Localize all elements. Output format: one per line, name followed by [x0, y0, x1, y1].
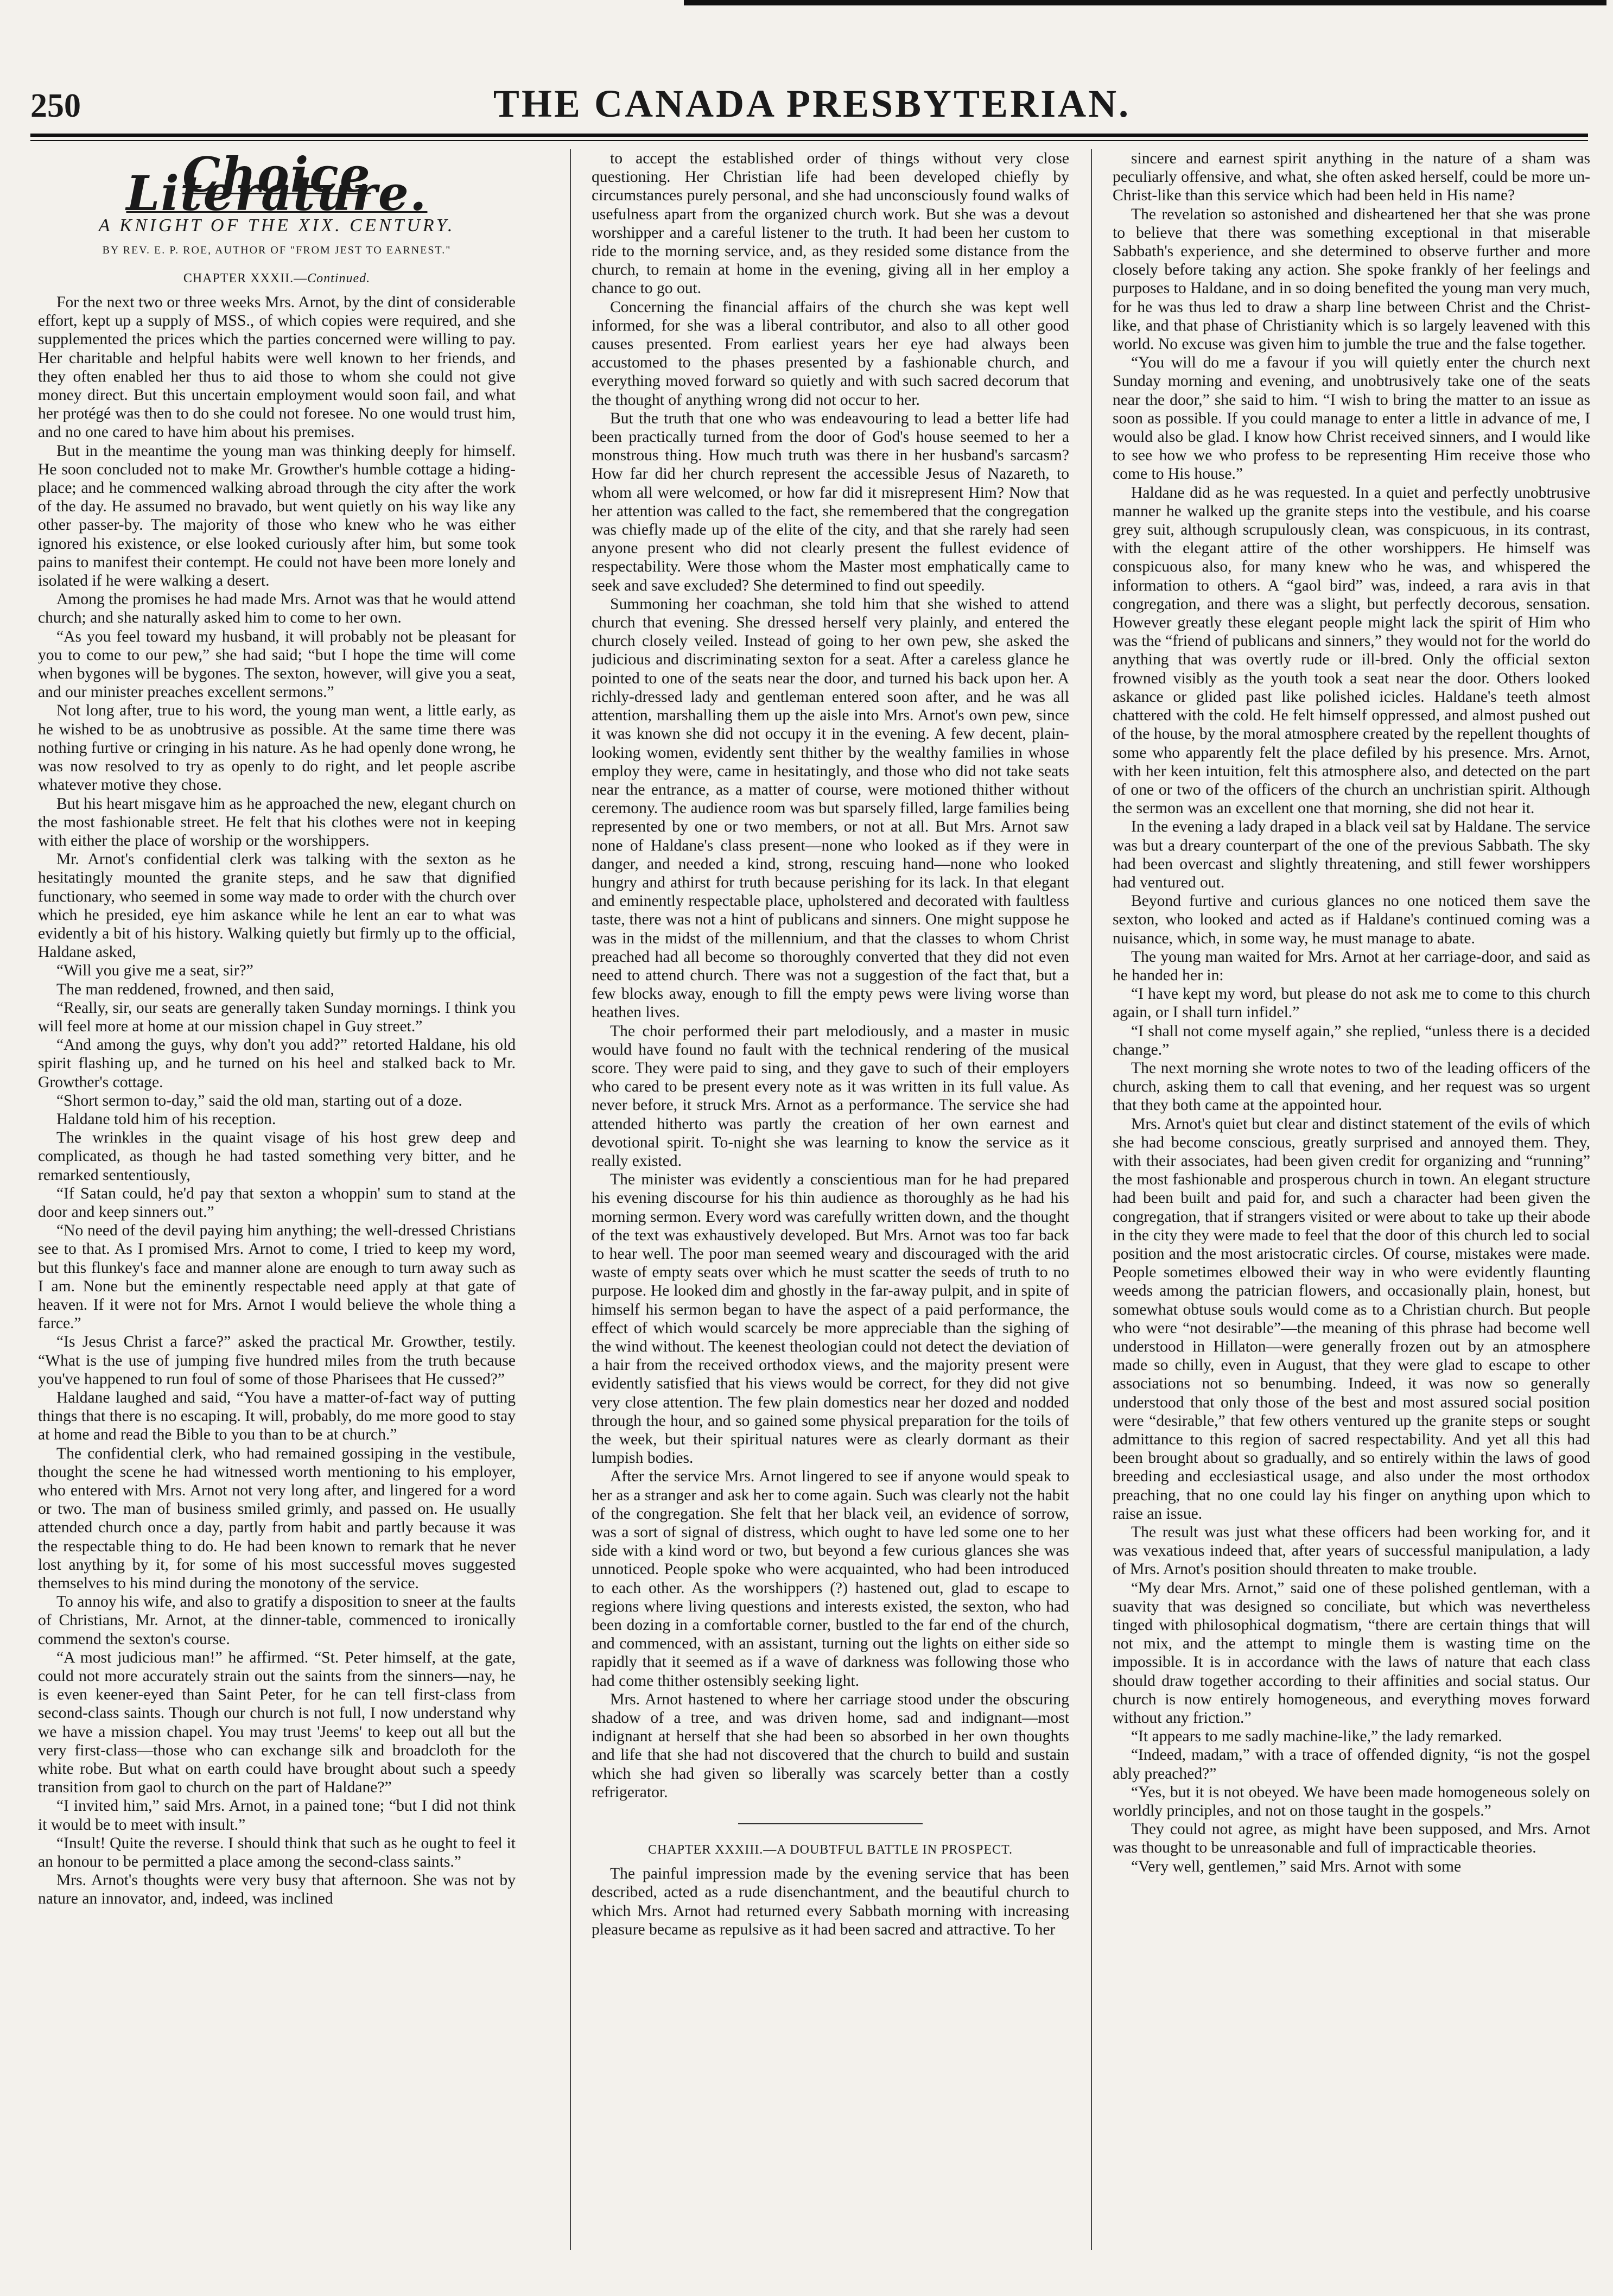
story-title: A KNIGHT OF THE XIX. CENTURY.	[98, 215, 455, 236]
chapter-divider	[738, 1823, 923, 1824]
column-3-text	[1113, 149, 1590, 1876]
paragraph: “A most judicious man!” he affirmed. “St. Peter himself, at the gate, could not more accurately strain out the saints from the sinners—nay, he is even keener-eyed than Saint Peter, for he can tell first-class from second-class saints. Though our church is not full, I now understand why we have a mission chapel. You may trust 'Jeems' to keep out all but the very first-class—those who can exchange silk and broadcloth for the white robe. But what on earth could have brought about such a speedy transition from gaol to church on the part of Haldane?”	[38, 1648, 516, 1797]
paragraph: Concerning the financial affairs of the church she was kept well informed, for she was a liberal contributor, and also to all other good causes presented. From earliest years her eye had always been accustomed to the phases presented by a fashionable church, and everything moved forward so quietly and with such sacred decorum that the thought of anything wrong did not occur to her.	[592, 298, 1069, 409]
paragraph: Mr. Arnot's confidential clerk was talking with the sexton as he hesitatingly mounted the granite steps, and he saw that dignified functionary, who seemed in some way made to order with the church over which he presided, eye him askance while he lent an ear to what was evidently a bit of his history. Walking quietly but firmly up to the official, Haldane asked,	[38, 851, 516, 961]
paragraph: The next morning she wrote notes to two of the leading officers of the church, asking them to call that evening, and her request was so urgent that they both came at the appointed hour.	[1113, 1059, 1590, 1114]
paragraph: After the service Mrs. Arnot lingered to see if anyone would speak to her as a stranger and ask her to come again. Such was clearly not the habit of the congregation. She felt that her black veil, an evidence of sorrow, was a sort of signal of distress, which ought to have led some one to her side with a kind word or two, but beyond a few curious glances she was unnoticed. People spoke who were acquainted, who had been introduced to each other. As the worshippers (?) hastened out, glad to escape to regions where living questions and interests existed, the sexton, who had been dozing in a comfortable corner, bustled to the far end of the church, and commenced, with an assistant, turning out the lights on either side so rapidly that it seemed as if a wave of darkness was following those who had come thither ostensibly seeking light.	[592, 1468, 1069, 1690]
paragraph: “And among the guys, why don't you add?” retorted Haldane, his old spirit flashing up, and he turned on his heel and stalked back to Mr. Growther's cottage.	[38, 1036, 516, 1091]
paragraph: “Really, sir, our seats are generally taken Sunday mornings. I think you will feel more at home at our mission chapel in Guy street.”	[38, 999, 516, 1035]
header-rule-thin	[30, 140, 1588, 141]
paragraph: The revelation so astonished and disheartened her that she was prone to believe that there was something exceptional in that miserable Sabbath's experience, and she determined to observe further and more closely before taking any action. She spoke frankly of her feelings and purposes to Haldane, and in so doing benefited the young man very much, for he was thus led to draw a sharp line between Christ and the Christ-like, and that phase of Christianity which is so largely leavened with this world. No excuse was given him to jumble the true and the false together.	[1113, 205, 1590, 353]
header-rule-thick	[30, 134, 1588, 137]
paragraph: The choir performed their part melodiously, and a master in music would have found no fault with the technical rendering of the musical score. They were paid to sing, and they gave to such of their employers who cared to be present every note as it was written in its full value. As never before, it struck Mrs. Arnot as a performance. The service she had attended hitherto was partly the creation of her own earnest and devotional spirit. To-night she was learning to know the service as it really existed.	[592, 1022, 1069, 1170]
paragraph: “Is Jesus Christ a farce?” asked the practical Mr. Growther, testily. “What is the use of jumping five hundred miles from the truth because you've happened to run foul of some of those Pharisees that He cussed?”	[38, 1333, 516, 1388]
chapter-number: CHAPTER XXXII.—	[183, 271, 308, 286]
paragraph: The confidential clerk, who had remained gossiping in the vestibule, thought the scene he had witnessed worth mentioning to his employer, who entered with Mrs. Arnot not very long after, and lingered for a word or two. The man of business smiled grimly, and passed on. He usually attended church once a day, partly from habit and partly because it was the respectable thing to do. He had been known to remark that he never lost anything by it, for some of his most successful moves suggested themselves to his mind during the monotony of the service.	[38, 1444, 516, 1593]
paragraph: “I have kept my word, but please do not ask me to come to this church again, or I shall turn infidel.”	[1113, 985, 1590, 1022]
paragraph: But in the meantime the young man was thinking deeply for himself. He soon concluded not to make Mr. Growther's humble cottage a hiding-place; and he commenced walking abroad through the city after the work of the day. He assumed no bravado, but went quietly on his way like any other passer-by. The majority of those who knew who he was either ignored his existence, or else looked curiously after him, but some took pains to manifest their contempt. He could not have been more lonely and isolated if he were walking a desert.	[38, 442, 516, 590]
paragraph: “If Satan could, he'd pay that sexton a whoppin' sum to stand at the door and keep sinners out.”	[38, 1184, 516, 1221]
paragraph: The minister was evidently a conscientious man for he had prepared his evening discourse for his thin audience as thoroughly as he had his morning sermon. Every word was carefully written down, and the thought of the text was exhaustively developed. But Mrs. Arnot was too far back to hear well. The poor man seemed weary and discouraged with the arid waste of empty seats over which he must scatter the seeds of truth to no purpose. He looked dim and ghostly in the far-away pulpit, and in spite of himself his sermon began to have the aspect of a paid performance, the effect of which would scarcely be more appreciable than the sighing of the wind without. The keenest theologian could not detect the deviation of a hair from the received orthodox views, and the majority present were evidently satisfied that his views would be correct, for they did not give very close attention. The few plain domestics near her dozed and nodded through the hour, and so gained some physical preparation for the toils of the week, but their spiritual natures were as clearly dormant as their lumpish bodies.	[592, 1171, 1069, 1467]
paragraph: For the next two or three weeks Mrs. Arnot, by the dint of considerable effort, kept up a supply of MSS., of which copies were required, and she supplemented the prices which the parties concerned were willing to pay. Her charitable and helpful habits were well known to her friends, and they often enabled her thus to aid those to whom she could not give money direct. But this uncertain employment would soon fail, and what her protégé was then to do she could not foresee. No one would trust him, and no one cared to have him about his premises.	[38, 294, 516, 441]
paragraph: “As you feel toward my husband, it will probably not be pleasant for you to come to our pew,” she had said; “but I hope the time will come when bygones will be bygones. The sexton, however, will give you a seat, and our minister preaches excellent sermons.”	[38, 627, 516, 701]
running-header	[30, 81, 1593, 136]
paragraph: Among the promises he had made Mrs. Arnot was that he would attend church; and she naturally asked him to come to her own.	[38, 591, 516, 627]
paragraph: to accept the established order of things without very close questioning. Her Christian life had been developed chiefly by circumstances purely personal, and she had unconsciously found walks of usefulness apart from the organized church work. But she was a devout worshipper and a careful listener to the truth. It had been her custom to ride to the morning service, and, as they resided some distance from the church, to remain at home in the evening, giving all in her employ a chance to go out.	[592, 150, 1069, 297]
paragraph: The young man waited for Mrs. Arnot at her carriage-door, and said as he handed her in:	[1113, 948, 1590, 984]
paragraph: They could not agree, as might have been supposed, and Mrs. Arnot was thought to be unreasonable and full of impracticable theories.	[1113, 1821, 1590, 1857]
paragraph: Summoning her coachman, she told him that she wished to attend church that evening. She dressed herself very plainly, and entered the church closely veiled. Instead of going to her own pew, she asked the judicious and discriminating sexton for a seat. After a careless glance he pointed to one of the seats near the door, and turned his back upon her. A richly-dressed lady and gentleman entered soon after, and he was all attention, marshalling them up the aisle into Mrs. Arnot's own pew, since it was known she did not occupy it in the evening. A few decent, plain-looking women, evidently sent thither by the wealthy families in whose employ they were, came in hesitatingly, and those who did not take seats near the entrance, as a matter of course, were motioned thither without ceremony. The audience room was but sparsely filled, large families being represented by one or two members, or not at all. But Mrs. Arnot saw none of Haldane's class present—none who looked as if they were in danger, and needed a kind, strong, rescuing hand—none who looked hungry and athirst for truth because perishing for its lack. In that elegant and eminently respectable place, upholstered and decorated with faultless taste, there was not a hint of publicans and sinners. One might suppose he was in the midst of the millennium, and that the classes to whom Christ preached had all become so thoroughly converted that they did not even need to attend church. There was not a suggestion of the fact that, but a few blocks away, enough to fill the empty pews were living worse than heathen lives.	[592, 595, 1069, 1022]
scan-edge-bar	[684, 0, 1606, 5]
paragraph: “My dear Mrs. Arnot,” said one of these polished gentleman, with a suavity that was designed so conciliate, but which was nevertheless tinged with philosophical dogmatism, “there are certain things that will not mix, and the attempt to mingle them is wasting time on the impossible. It is in accordance with the laws of nature that each class should draw together according to their affinities and social status. Our church is now entirely homogeneous, and everything moves forward without any friction.”	[1113, 1579, 1590, 1727]
paragraph: “It appears to me sadly machine-like,” the lady remarked.	[1131, 1728, 1502, 1746]
story-byline: BY REV. E. P. ROE, AUTHOR OF "FROM JEST TO EARNEST."	[102, 244, 452, 256]
paragraph: “Short sermon to-day,” said the old man, starting out of a doze.	[56, 1092, 462, 1109]
paragraph: Mrs. Arnot hastened to where her carriage stood under the obscuring shadow of a tree, and was driven home, sad and indignant—most indignant at herself that she had been so absorbed in her own thoughts and life that she had not discovered that the church to build and sustain which she had given so liberally was scarcely better than a costly refrigerator.	[592, 1690, 1069, 1801]
column-2	[592, 149, 1069, 2255]
paragraph: Haldane did as he was requested. In a quiet and perfectly unobtrusive manner he walked up the granite steps into the vestibule, and his coarse grey suit, although scrupulously clean, was conspicuous, in its contrast, with the elegant attire of the other worshippers. He himself was conspicuous also, for many knew who he was, and whispered the information to others. A “gaol bird” was, indeed, a rara avis in that congregation, and there was a slight, but perfectly decorous, sensation. However greatly these elegant people might lack the spirit of Him who was the “friend of publicans and sinners,” they would not for the world do anything that was overtly rude or ill-bred. Only the official sexton frowned visibly as the youth took a seat near the door. Others looked askance or glided past like polished icicles. Haldane's teeth almost chattered with the cold. He felt himself oppressed, and almost pushed out of the house, by the moral atmosphere created by the repellent thoughts of some who apparently felt the place defiled by his presence. Mrs. Arnot, with her keen intuition, felt this atmosphere also, and detected on the part of one or two of the officers of the church an unchristian spirit. Although the sermon was an excellent one that morning, she did not hear it.	[1113, 484, 1590, 817]
paragraph: But his heart misgave him as he approached the new, elegant church on the most fashionable street. He felt that his clothes were not in keeping with either the place of worship or the worshippers.	[38, 795, 516, 849]
paragraph: “Very well, gentlemen,” said Mrs. Arnot with some	[1131, 1857, 1462, 1875]
paragraph: “Indeed, madam,” with a trace of offended dignity, “is not the gospel ably preached?”	[1113, 1746, 1590, 1783]
column-1	[38, 149, 516, 2255]
paragraph: Haldane laughed and said, “You have a matter-of-fact way of putting things that there is no escaping. It will, probably, do me more good to stay at home and read the Bible to you than to be at church.”	[38, 1389, 516, 1444]
paragraph: Beyond furtive and curious glances no one noticed them save the sexton, who looked and acted as if Haldane's continued coming was a nuisance, which, in some way, he must manage to abate.	[1113, 892, 1590, 947]
paragraph: The result was just what these officers had been working for, and it was vexatious indeed that, after years of successful manipulation, a lady of Mrs. Arnot's position should threaten to make trouble.	[1113, 1524, 1590, 1578]
paragraph: Not long after, true to his word, the young man went, a little early, as he wished to be as unobtrusive as possible. At the same time there was nothing furtive or cringing in his nature. As he had openly done wrong, he was now resolved to try as openly to do right, and let people ascribe whatever motive they chose.	[38, 702, 516, 794]
paragraph: But the truth that one who was endeavouring to lead a better life had been practically turned from the door of God's house seemed to her a monstrous thing. How much truth was there in her husband's sarcasm? How far did her church represent the accessible Jesus of Nazareth, to whom all were welcomed, or how far did it misrepresent Him? Now that her attention was called to the fact, she remembered that the congregation was chiefly made up of the elite of the city, and that she rarely had seen anyone present who did not clearly present the fullest evidence of respectability. Were those whom the Master most emphatically came to seek and save excluded? She determined to find out speedily.	[592, 409, 1069, 594]
paragraph: “I shall not come myself again,” she replied, “unless there is a decided change.”	[1113, 1022, 1590, 1058]
chapter-continued: Continued.	[307, 271, 371, 286]
chapter-heading	[38, 269, 516, 288]
paragraph: sincere and earnest spirit anything in the nature of a sham was peculiarly offensive, and what, she often asked herself, could be more un-Christ-like than this service which had been held in His name?	[1113, 150, 1590, 205]
paragraph: “Insult! Quite the reverse. I should think that such as he ought to feel it an honour to be permitted a place among the second-class saints.”	[38, 1834, 516, 1871]
paragraph: “I invited him,” said Mrs. Arnot, in a pained tone; “but I did not think it would be to meet with insult.”	[38, 1797, 516, 1834]
column-1-text	[38, 293, 516, 1908]
paragraph: “Will you give me a seat, sir?”	[56, 962, 253, 980]
paragraph: The man reddened, frowned, and then said,	[56, 980, 334, 998]
paragraph: Mrs. Arnot's thoughts were very busy that afternoon. She was not by nature an innovator, and, indeed, was inclined	[38, 1872, 516, 1908]
chapter-heading: CHAPTER XXXIII.—A DOUBTFUL BATTLE IN PROSPECT.	[647, 1843, 1013, 1857]
paragraph: Haldane told him of his reception.	[56, 1110, 276, 1128]
paragraph: “No need of the devil paying him anything; the well-dressed Christians see to that. As I promised Mrs. Arnot to come, I tried to keep my word, but this flunkey's face and manner alone are enough to turn away such as I am. None but the eminently respectable need apply at that gate of heaven. If it were not for Mrs. Arnot I would believe the whole thing a farce.”	[38, 1222, 516, 1333]
page-number: 250	[30, 87, 81, 124]
paper-title: THE CANADA PRESBYTERIAN.	[493, 82, 1131, 125]
paragraph: In the evening a lady draped in a black veil sat by Haldane. The service was but a dreary counterpart of the one of the previous Sabbath. The sky had been overcast and slightly threatening, and still fewer worshippers had ventured out.	[1113, 818, 1590, 891]
paragraph: The painful impression made by the evening service that has been described, acted as a rude disenchantment, and the beautiful church to which Mrs. Arnot had returned every Sabbath morning with increasing pleasure became as repulsive as it had been sacred and attractive. To her	[592, 1865, 1069, 1938]
paragraph: Mrs. Arnot's quiet but clear and distinct statement of the evils of which she had become conscious, greatly surprised and annoyed them. They, with their associates, had been given credit for organizing and “running” the most fashionable and prosperous church in town. An elegant structure had been built and paid for, and such a character had been given the congregation, that if strangers visited or were about to take up their abode in the city they were made to feel that the door of this church led to social position and the most aristocratic circles. Of course, mistakes were made. People sometimes elbowed their way in who were evidently flaunting weeds among the patrician flowers, and occasionally plain, honest, but somewhat obtuse souls would come as to a Christian church. But people who were “not desirable”—the meaning of this phrase had become well understood in Hillaton—were generally frozen out by an atmosphere made so chilly, even in August, that they were glad to escape to other associations not so benumbing. Indeed, it was now so generally understood that only those of the best and most assured social position were “desirable,” that few others ventured up the granite steps or sought admittance to this region of sacred respectability. And yet all this had been brought about so gradually, and so entirely within the laws of good breeding and ecclesiastical usage, and also under the most orthodox preaching, that no one could lay his finger on anything upon which to raise an issue.	[1113, 1115, 1590, 1523]
column-2-text	[592, 149, 1069, 1802]
section-title: Choice Literature.	[126, 149, 428, 222]
column-3	[1113, 149, 1590, 2255]
column-2-text-continued	[592, 1864, 1069, 1939]
paragraph: To annoy his wife, and also to gratify a disposition to sneer at the faults of Christians, Mr. Arnot, at the dinner-table, commenced to ironically commend the sexton's course.	[38, 1593, 516, 1648]
paragraph: The wrinkles in the quaint visage of his host grew deep and complicated, as though he had tasted something very bitter, and he remarked sententiously,	[38, 1129, 516, 1184]
paragraph: “You will do me a favour if you will quietly enter the church next Sunday morning and evening, and unobtrusively take one of the seats near the door,” she said to him. “I wish to bring the matter to an issue as soon as possible. If you could manage to enter a little in advance of me, I would also be glad. I know how Christ received sinners, and I would like to see how we who profess to be representing Him receive those who come to His house.”	[1113, 354, 1590, 483]
paragraph: “Yes, but it is not obeyed. We have been made homogeneous solely on worldly principles, and not on those taught in the gospels.”	[1113, 1783, 1590, 1820]
column-divider	[570, 149, 571, 2250]
column-divider	[1091, 149, 1092, 2250]
